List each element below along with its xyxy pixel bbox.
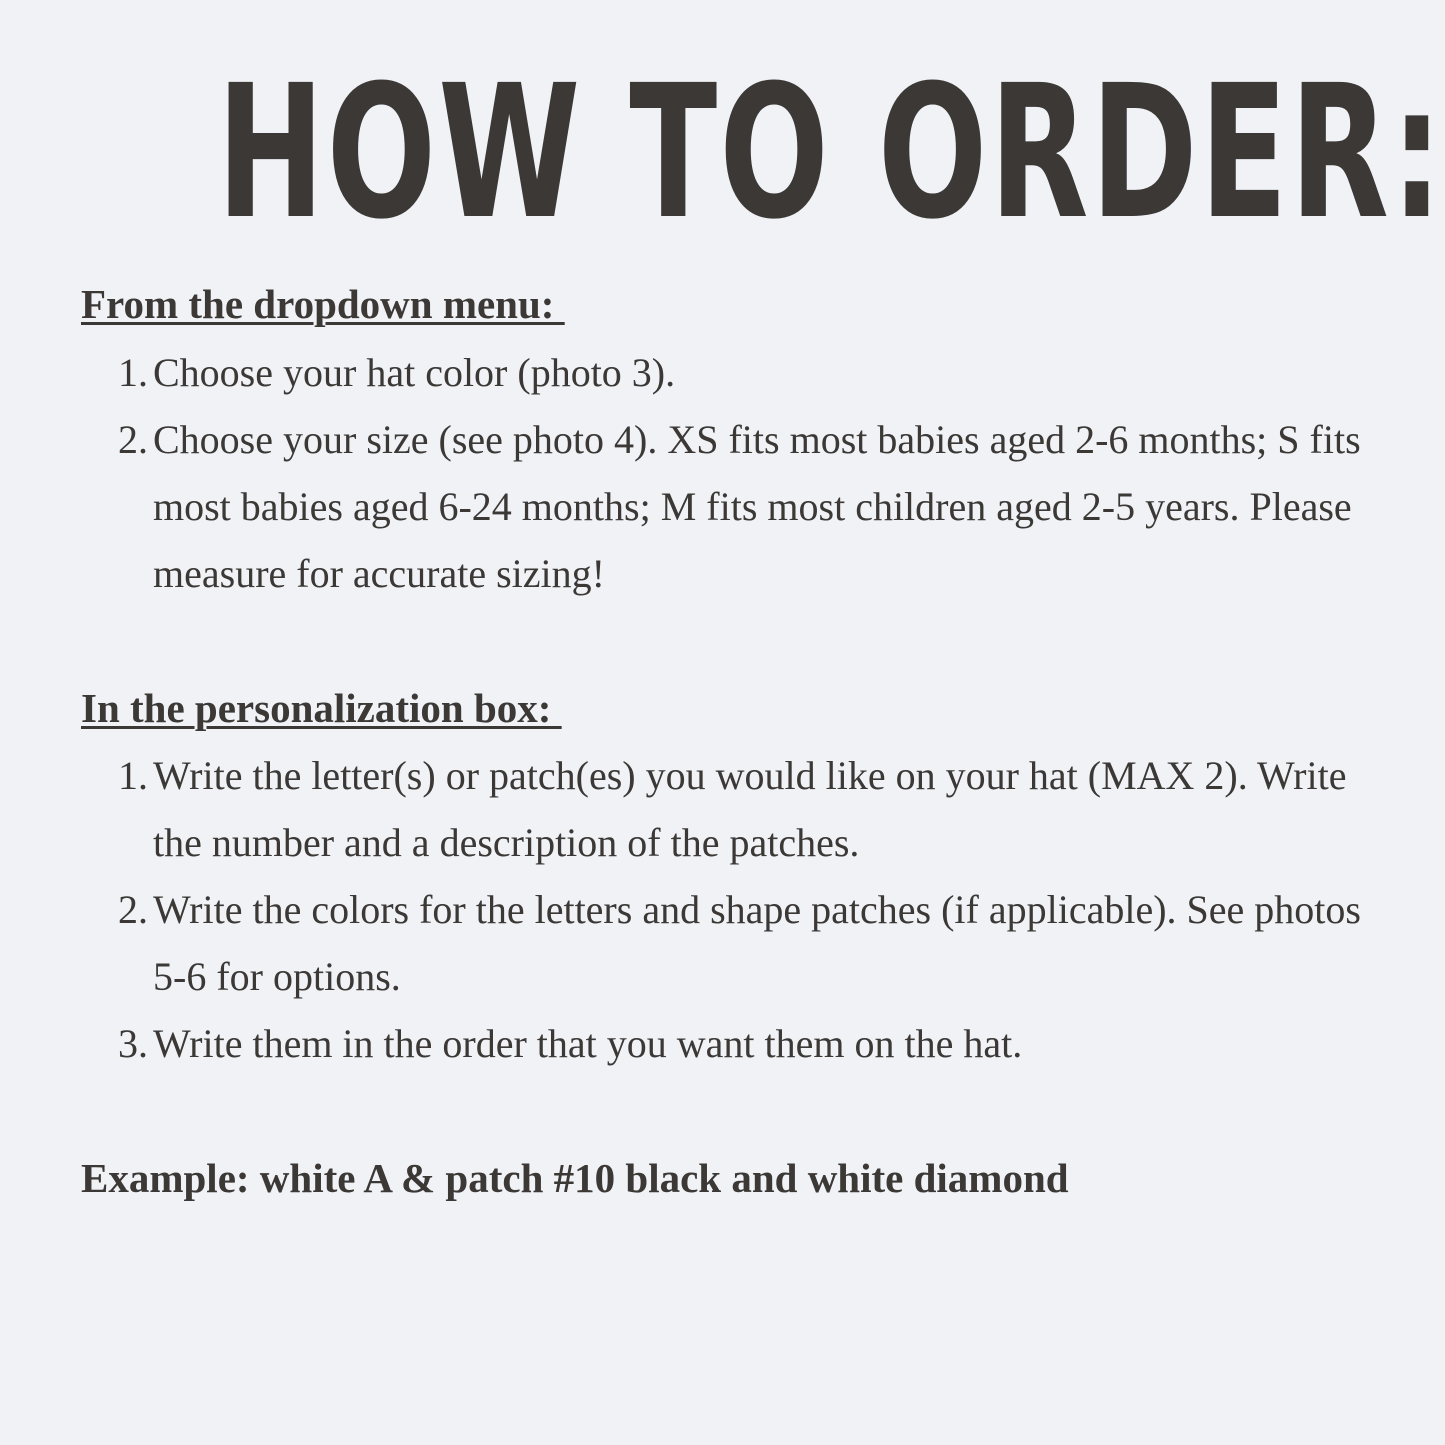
list-item-number: 1. [118, 350, 148, 395]
list-item-number: 2. [118, 887, 148, 932]
personalization-steps-list [0, 742, 1383, 1077]
list-item-text: Write the letter(s) or patch(es) you would like on your hat (MAX 2). Write the number and a description of the patches. [153, 753, 1347, 865]
example-text: Example: white A & patch #10 black and white diamond [81, 1155, 1069, 1201]
list-item [0, 339, 1383, 406]
list-item [0, 406, 1383, 607]
list-item [0, 876, 1383, 1010]
list-item [0, 742, 1383, 876]
personalization-section-heading: In the personalization box: [81, 685, 562, 731]
dropdown-section-heading: From the dropdown menu: [81, 281, 565, 327]
list-item-text: Choose your size (see photo 4). XS fits most babies aged 2-6 months; S fits most babies aged 6-24 months; M fits most children aged 2-5 years. Please measure for accurate sizing! [153, 417, 1361, 596]
list-item-number: 1. [118, 753, 148, 798]
dropdown-steps-list [0, 339, 1383, 607]
list-item-number: 2. [118, 417, 148, 462]
list-item-text: Write them in the order that you want them on the hat. [153, 1021, 1023, 1066]
page-title: HOW TO ORDER: [216, 46, 1445, 260]
list-item [0, 1010, 1383, 1077]
list-item-number: 3. [118, 1021, 148, 1066]
list-item-text: Write the colors for the letters and shape patches (if applicable). See photos 5-6 for options. [153, 887, 1361, 999]
list-item-text: Choose your hat color (photo 3). [153, 350, 676, 395]
